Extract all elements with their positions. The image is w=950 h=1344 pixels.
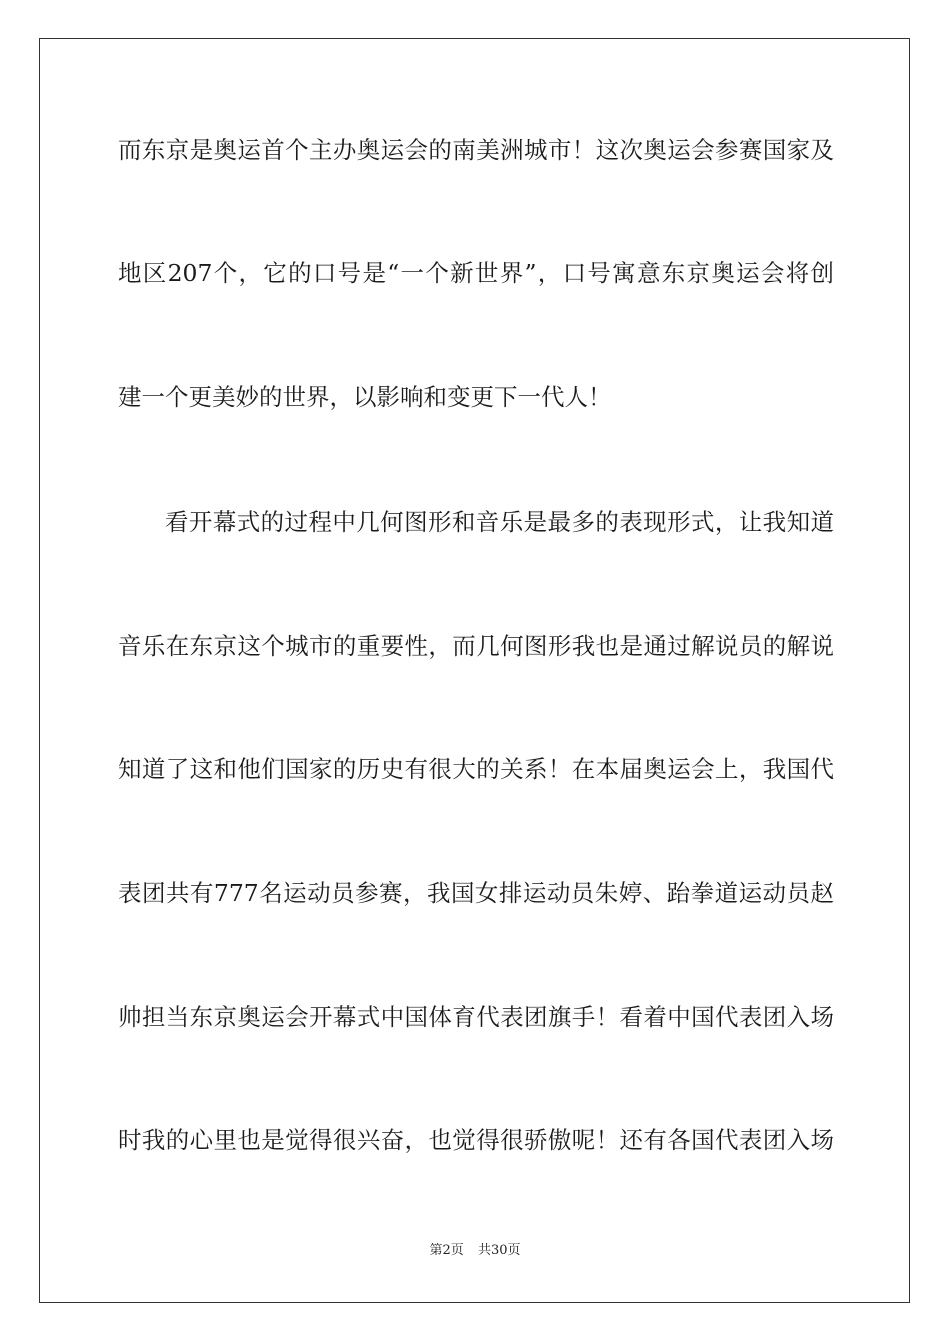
page-number-current: 第2页 [429, 1243, 464, 1258]
paragraph-line: 建一个更美妙的世界，以影响和变更下一代人！ [118, 383, 612, 411]
page-number-total: 共30页 [477, 1243, 521, 1258]
page-border [39, 38, 910, 1303]
page-footer [0, 1243, 950, 1259]
paragraph-line: 帅担当东京奥运会开幕式中国体育代表团旗手！看着中国代表团入场 [118, 1003, 834, 1031]
paragraph-line: 时我的心里也是觉得很兴奋，也觉得很骄傲呢！还有各国代表团入场 [118, 1126, 834, 1154]
paragraph-line: 地区207个，它的口号是“一个新世界”，口号寓意东京奥运会将创 [118, 259, 834, 287]
paragraph-line-indented: 看开幕式的过程中几何图形和音乐是最多的表现形式，让我知道 [165, 508, 834, 536]
paragraph-line: 而东京是奥运首个主办奥运会的南美洲城市！这次奥运会参赛国家及 [118, 136, 834, 164]
paragraph-line: 知道了这和他们国家的历史有很大的关系！在本届奥运会上，我国代 [118, 755, 834, 783]
paragraph-line: 表团共有777名运动员参赛，我国女排运动员朱婷、跆拳道运动员赵 [118, 879, 834, 907]
paragraph-line: 音乐在东京这个城市的重要性，而几何图形我也是通过解说员的解说 [118, 632, 834, 660]
